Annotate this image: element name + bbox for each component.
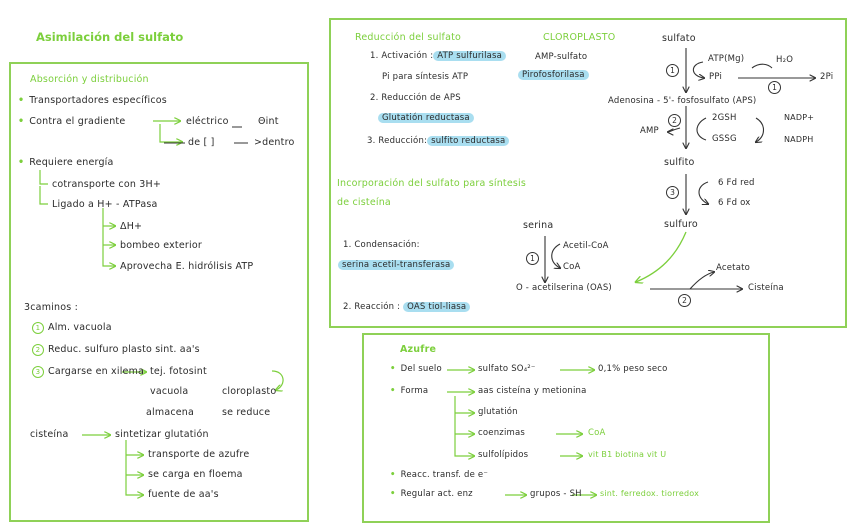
gradiente-concentracion-result: >dentro [254, 137, 295, 148]
pw-ppi: PPi [709, 72, 723, 82]
reduccion-aps-step: 2. Reducción de APS [370, 93, 461, 103]
serina-acetiltransferasa: serina acetil-transferasa [338, 260, 454, 270]
glutation-floema: se carga en floema [148, 469, 243, 480]
pw-6fdred: 6 Fd red [718, 178, 755, 188]
cisteina-label: cisteína [30, 429, 69, 440]
pirofosforilasa: Pirofosforilasa [518, 70, 589, 80]
azufre-ferredoxina: sint. ferredox. tiorredox [600, 489, 700, 498]
pw-step-ppi: 1 [768, 81, 781, 94]
pw-serina: serina [523, 220, 554, 231]
pw-2pi: 2Pi [820, 72, 834, 82]
bullet-energia: • Requiere energía [18, 157, 114, 168]
pw-step-3: 3 [666, 186, 679, 199]
pw-atp: ATP(Mg) [708, 54, 745, 64]
azufre-forma: • Forma [390, 386, 428, 396]
sintetizar-glutation: sintetizar glutatión [115, 429, 209, 440]
energia-cotransporte: cotransporte con 3H+ [52, 179, 162, 190]
pw-step-2: 2 [668, 114, 681, 127]
gradiente-electrico-result: Θint [258, 116, 279, 127]
azufre-reacc: • Reacc. transf. de e⁻ [390, 470, 488, 480]
atpasa-hidrolisis: Aprovecha E. hidrólisis ATP [120, 261, 254, 272]
pw-nadp: NADP+ [784, 113, 815, 122]
azufre-heading: Azufre [400, 344, 437, 355]
activacion-step: 1. Activación : ATP sulfurilasa [370, 51, 506, 61]
forma-coa: CoA [588, 428, 606, 438]
forma-vitaminas: vit B1 biotina vit U [588, 450, 667, 459]
incorp-heading-line2: de cisteína [337, 197, 391, 208]
reaccion-step: 2. Reacción : OAS tiol-liasa [343, 302, 470, 312]
se-reduce-label: se reduce [222, 407, 271, 418]
forma-sulfolipidos: sulfolípidos [478, 450, 529, 460]
incorp-step-1: 1 [526, 252, 539, 265]
vacuola-label: vacuola [150, 386, 189, 397]
forma-glutation: glutatión [478, 407, 518, 417]
glutation-transporte: transporte de azufre [148, 449, 250, 460]
pw-aps: Adenosina - 5'- fosfosulfato (APS) [608, 96, 757, 106]
pw-cisteina: Cisteína [748, 283, 784, 293]
pw-6fdox: 6 Fd ox [718, 198, 751, 208]
reduccion-sulfito-step: 3. Reducción: sulfito reductasa [367, 136, 509, 146]
pw-sulfito: sulfito [664, 157, 695, 168]
reduccion-place: CLOROPLASTO [543, 32, 616, 43]
reduccion-heading: Reducción del sulfato [355, 32, 462, 43]
azufre-sulfato: sulfato SO₄²⁻ [478, 364, 536, 374]
pi-sintesis: Pi para síntesis ATP [382, 72, 469, 82]
cloroplasto-label: cloroplasto [222, 386, 277, 397]
pw-step-1: 1 [666, 64, 679, 77]
pw-oas: O - acetilserina (OAS) [516, 283, 612, 293]
gradiente-concentracion: de [ ] [188, 137, 215, 148]
camino-3-tejido: tej. fotosint [150, 366, 207, 377]
azufre-peso: 0,1% peso seco [598, 364, 668, 374]
forma-aminoacidos: aas cisteína y metionina [478, 386, 587, 396]
camino-2: 2 Reduc. sulfuro plasto sint. aa's [32, 344, 200, 356]
pw-acetato: Acetato [716, 263, 751, 273]
camino-1: 1 Alm. vacuola [32, 322, 112, 334]
atpasa-bombeo: bombeo exterior [120, 240, 202, 251]
pw-2gsh: 2GSH [712, 113, 737, 123]
pw-acetilcoa: Acetil-CoA [563, 241, 609, 251]
bullet-transportadores: • Transportadores específicos [18, 95, 167, 106]
pw-gssg: GSSG [712, 134, 737, 144]
azufre-regular: • Regular act. enz [390, 489, 473, 499]
pw-h2o: H₂O [776, 55, 794, 65]
caminos-title: 3caminos : [24, 302, 78, 313]
gradiente-electrico: eléctrico [186, 116, 229, 127]
incorp-step-2: 2 [678, 294, 691, 307]
glutation-reductasa: Glutatión reductasa [378, 113, 474, 123]
glutation-fuente: fuente de aa's [148, 489, 219, 500]
azufre-grupos-sh: grupos - SH [530, 489, 582, 499]
incorp-heading-line1: Incorporación del sulfato para síntesis [337, 178, 527, 189]
atpasa-dh: ΔH+ [120, 221, 143, 232]
forma-coenzimas: coenzimas [478, 428, 526, 438]
condensacion-step: 1. Condensación: [343, 240, 420, 250]
pw-coa: CoA [563, 262, 581, 272]
bullet-gradiente: • Contra el gradiente [18, 116, 125, 127]
camino-3: 3 Cargarse en xilema [32, 366, 144, 378]
amp-sulfato: AMP-sulfato [535, 52, 588, 62]
absorcion-heading: Absorción y distribución [30, 74, 149, 85]
azufre-suelo: • Del suelo [390, 364, 442, 374]
almacena-label: almacena [146, 407, 195, 418]
pw-sulfuro: sulfuro [664, 219, 698, 230]
pw-nadph: NADPH [784, 135, 814, 144]
pw-sulfato: sulfato [662, 33, 696, 44]
pw-amp: AMP [640, 126, 659, 136]
page-title: Asimilación del sulfato [36, 30, 184, 44]
energia-atpasa: Ligado a H+ - ATPasa [52, 199, 158, 210]
